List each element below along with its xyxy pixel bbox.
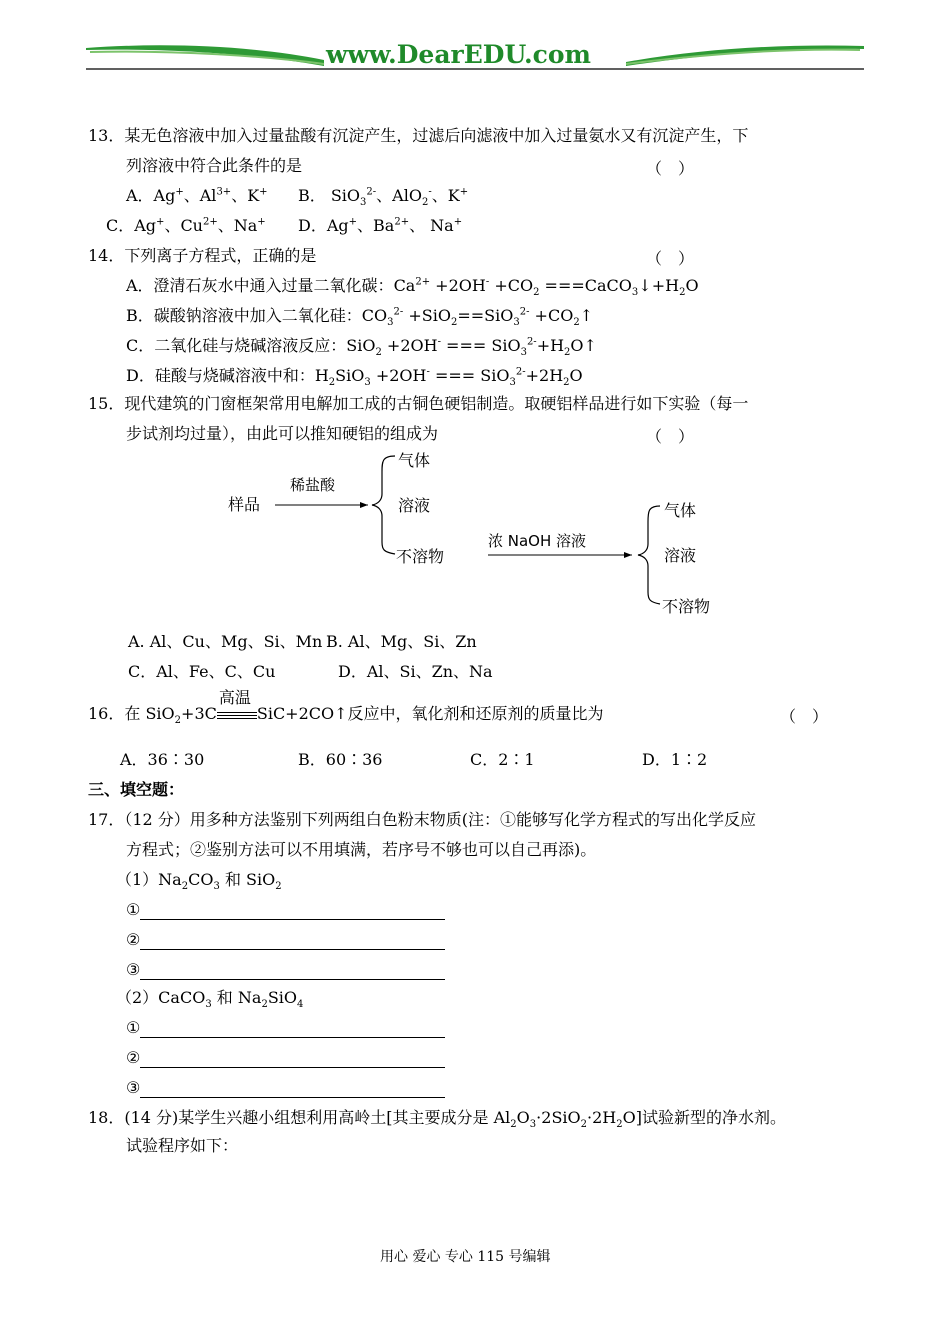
diagram-gas-2: 气体 xyxy=(664,501,697,520)
q13-line1: 13．某无色溶液中加入过量盐酸有沉淀产生，过滤后向滤液中加入过量氨水又有沉淀产生，下 xyxy=(88,126,749,145)
q16-answer-paren[interactable]: （ ） xyxy=(780,707,829,726)
q17-group1-title: $(1)Na_2CO_3$ 和 SiO$_2$ xyxy=(116,870,282,893)
q14-option-a: A．澄清石灰水中通入过量二氧化碳：$Ca^{2+} +2OH^- +CO_2$ $===CaCO_3↓+H_2O$ xyxy=(126,276,699,299)
q13-option-c: C．Ag+、$Cu^{2+}$、Na+ xyxy=(106,216,266,235)
diagram-reagent-hcl: 稀盐酸 xyxy=(290,476,336,494)
q15-line2: 步试剂均过量），由此可以推知硬铝的组成为 xyxy=(126,424,439,443)
q17-line2: 方程式；②鉴别方法可以不用填满，若序号不够也可以自己再添)。 xyxy=(126,840,597,859)
q15-option-b: B. Al、Mg、Si、Zn xyxy=(326,632,477,651)
q17-g1-blank-2[interactable]: ② xyxy=(126,930,445,950)
q16-option-a: A．36∶30 xyxy=(120,750,205,769)
diagram-insoluble-1: 不溶物 xyxy=(396,547,445,566)
q17-line1: 17．（12 分）用多种方法鉴别下列两组白色粉末物质(注：①能够写化学方程式的写出化学反应 xyxy=(88,810,757,829)
q17-g1-blank-3[interactable]: ③ xyxy=(126,960,445,980)
q15-line1: 15．现代建筑的门窗框架常用电解加工成的古铜色硬铝制造。取硬铝样品进行如下实验（每一 xyxy=(88,394,749,413)
q15-option-d: D．Al、Si、Zn、Na xyxy=(338,662,493,681)
q13-option-a: A．Ag+、$Al^{3+}$、K+ xyxy=(126,186,268,205)
diagram-sample: 样品 xyxy=(228,495,261,514)
reaction-condition: 高温 xyxy=(218,688,251,707)
q15-option-a: A. Al、Cu、Mg、Si、Mn xyxy=(128,632,323,651)
q17-g2-blank-2[interactable]: ② xyxy=(126,1048,445,1068)
q17-group2-title: （2）CaCO$_3$ 和 $Na_2SiO_4$ xyxy=(116,988,304,1011)
q18-line2: 试验程序如下： xyxy=(126,1136,239,1155)
diagram-gas-1: 气体 xyxy=(398,451,431,470)
reaction-arrow xyxy=(217,688,257,724)
q13-line2: 列溶液中符合此条件的是 xyxy=(126,156,303,175)
q13-option-d: D．Ag+、$Ba^{2+}$、 Na+ xyxy=(298,216,463,235)
diagram-solution-1: 溶液 xyxy=(398,496,431,515)
q16-option-d: D．1∶2 xyxy=(642,750,708,769)
q14-stem: 14．下列离子方程式，正确的是 xyxy=(88,246,317,265)
q14-option-d: D．硅酸与烧碱溶液中和：$H_2SiO_3 +2OH^-$ === $SiO_3^{2-}+2H_2O$ xyxy=(126,366,583,389)
diagram-reagent-naoh: 浓 NaOH 溶液 xyxy=(488,532,587,550)
q13-answer-paren[interactable]: （ ） xyxy=(646,159,695,178)
q14-answer-paren[interactable]: （ ） xyxy=(646,249,695,268)
q15-answer-paren[interactable]: （ ） xyxy=(646,427,695,446)
q16-option-c: C．2∶1 xyxy=(470,750,535,769)
section-heading-fill-in: 三、填空题： xyxy=(88,780,185,799)
q17-g2-blank-1[interactable]: ① xyxy=(126,1018,445,1038)
header-banner xyxy=(86,36,864,72)
q14-option-c: C．二氧化硅与烧碱溶液反应：SiO$_2$ +2OH- === $SiO_3^{2-}+H_2O↑$ xyxy=(126,336,597,359)
q15-flow-diagram xyxy=(220,442,740,622)
diagram-insoluble-2: 不溶物 xyxy=(662,597,711,616)
q13-option-b: B． SiO$_3^{2-}$、AlO$_2$-、K+ xyxy=(298,186,469,209)
page-footer: 用心 爱心 专心 115 号编辑 xyxy=(380,1249,551,1265)
q14-option-b: B．碳酸钠溶液中加入二氧化硅：$CO_3^{2-} +SiO_2==SiO_3^{2-}$ $+CO_2↑$ xyxy=(126,306,594,329)
site-url[interactable]: www.DearEDU.com xyxy=(326,40,592,69)
diagram-solution-2: 溶液 xyxy=(664,546,697,565)
q16-stem: 16．在 SiO$_2$+3C 高温 SiC+2CO↑反应中，氧化剂和还原剂的质量比为 xyxy=(88,688,604,727)
q15-option-c: C．Al、Fe、C、Cu xyxy=(128,662,276,681)
q17-g2-blank-3[interactable]: ③ xyxy=(126,1078,445,1098)
q17-g1-blank-1[interactable]: ① xyxy=(126,900,445,920)
q18-line1: 18．(14 分)某学生兴趣小组想利用高岭土[其主要成分是 $Al_2O_3\cdot 2SiO_2\cdot 2H_2O$]试验新型的净水剂。 xyxy=(88,1108,786,1131)
q16-option-b: B．60∶36 xyxy=(298,750,383,769)
